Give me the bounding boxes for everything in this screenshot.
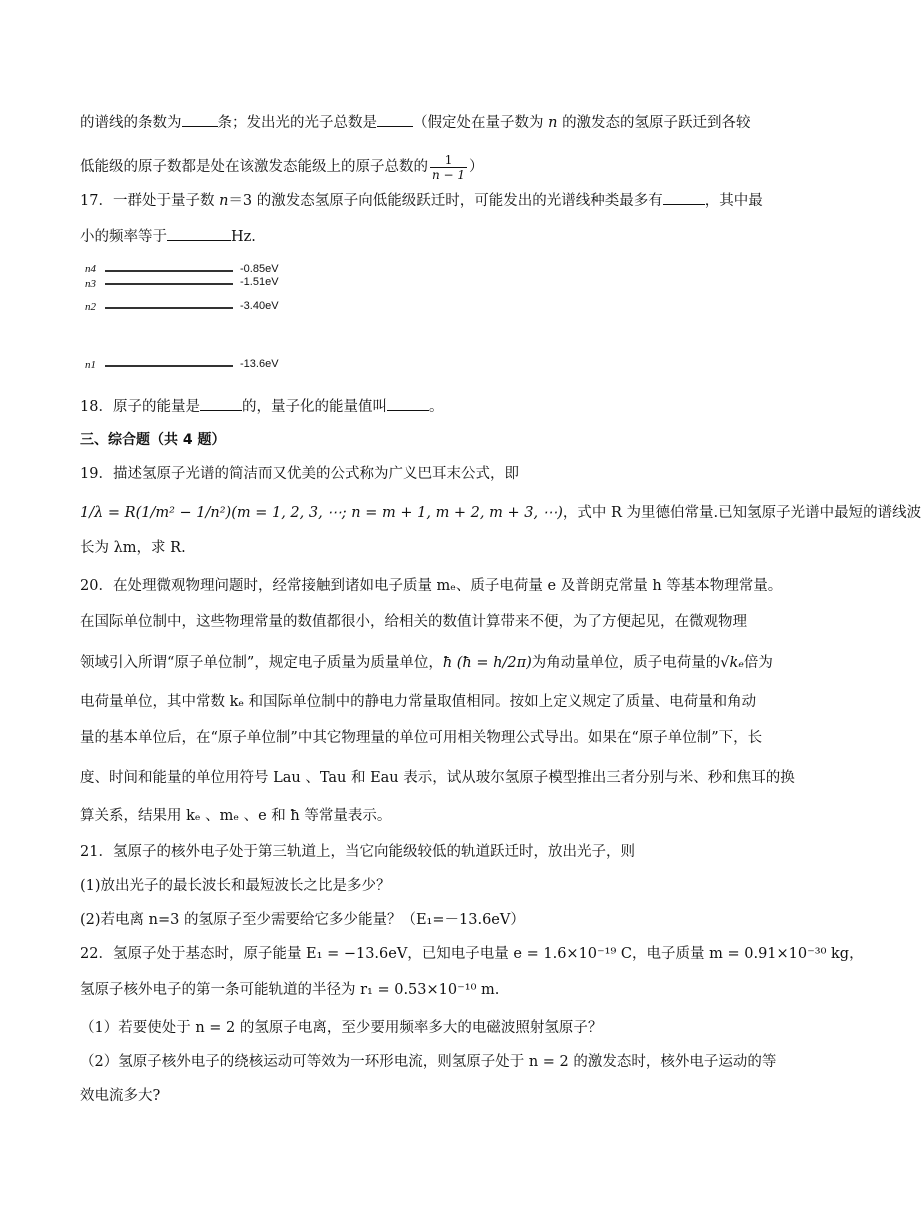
q16-text: 低能级的原子数都是处在该激发态能级上的原子总数的	[80, 159, 428, 175]
q22-line-5: 效电流多大?	[80, 1088, 161, 1104]
q18-text: 。	[428, 399, 444, 415]
q17-line-2	[80, 226, 800, 247]
q19-text: ，式中 R 为里德伯常量.已知氢原子光谱中最短的谱线波	[562, 505, 921, 521]
q18-line	[80, 396, 800, 417]
level-label-n1: n1	[85, 359, 96, 371]
q16-text: 的激发态的氢原子跃迁到各较	[562, 115, 751, 131]
answer-blank[interactable]	[200, 396, 242, 411]
q20-line-5: 量的基本单位后，在“原子单位制”中其它物理量的单位可用相关物理公式导出。如果在“原子单位制”下，长	[80, 730, 763, 746]
q17-text: ，其中最	[704, 193, 763, 209]
fraction-numerator: 1	[430, 153, 467, 168]
q20-text: 领域引入所谓“原子单位制”，规定电子质量为质量单位，	[80, 655, 443, 671]
q18-text: 18．原子的能量是	[80, 399, 200, 415]
answer-blank[interactable]	[663, 190, 705, 205]
q17-text: ＝3 的激发态氢原子向低能级跃迁时，可能发出的光谱线种类最多有	[228, 193, 663, 209]
q17-text: 17．一群处于量子数	[80, 193, 215, 209]
q17-text: 小的频率等于	[80, 229, 167, 245]
q16-text: 的谱线的条数为	[80, 115, 182, 131]
q16-text: （假定处在量子数为	[413, 115, 544, 131]
q18-text: 的，量子化的能量值叫	[241, 399, 387, 415]
answer-blank[interactable]	[182, 112, 218, 127]
answer-blank[interactable]	[167, 226, 231, 241]
answer-blank[interactable]	[377, 112, 413, 127]
fraction-denominator: n − 1	[432, 167, 466, 182]
sqrt-ke: √kₑ	[720, 655, 744, 671]
q19-line-2	[80, 498, 921, 528]
answer-blank[interactable]	[387, 396, 429, 411]
q16-line-2	[80, 150, 800, 184]
variable-n: n	[548, 115, 558, 131]
level-value-n3: -1.51eV	[240, 276, 279, 288]
level-value-n2: -3.40eV	[240, 300, 279, 312]
q20-line-2: 在国际单位制中，这些物理常量的数值都很小，给相关的数值计算带来不便，为了方便起见，在微观物理	[80, 614, 747, 630]
level-line-n3	[105, 283, 233, 285]
balmer-formula: 1/λ = R(1/m² − 1/n²)(m = 1, 2, 3, ⋯; n = m + 1, m + 2, m + 3, ⋯)	[80, 505, 563, 521]
q20-text: 为角动量单位，质子电荷量的	[531, 655, 721, 671]
level-line-n4	[105, 270, 233, 272]
q22-line-3: （1）若要使处于 n = 2 的氢原子电离，至少要用频率多大的电磁波照射氢原子？	[80, 1020, 603, 1036]
q22-line-4: （2）氢原子核外电子的绕核运动可等效为一环形电流，则氢原子处于 n = 2 的激发态时，核外电子运动的等	[80, 1054, 777, 1070]
hbar-definition: ħ (ħ = h/2π)	[442, 655, 532, 671]
q22-line-1: 22．氢原子处于基态时，原子能量 E₁ = −13.6eV，已知电子电量 e = 1.6×10⁻¹⁹ C，电子质量 m = 0.91×10⁻³⁰ kg，	[80, 946, 864, 962]
level-label-n3: n3	[85, 278, 96, 290]
level-label-n2: n2	[85, 301, 96, 313]
q20-line-4: 电荷量单位，其中常数 kₑ 和国际单位制中的静电力常量取值相同。按如上定义规定了质量、电荷量和角动	[80, 694, 757, 710]
q21-line-3: (2)若电离 n=3 的氢原子至少需要给它多少能量？（E₁=－13.6eV）	[80, 912, 525, 928]
q21-line-1: 21．氢原子的核外电子处于第三轨道上，当它向能级较低的轨道跃迁时，放出光子，则	[80, 844, 635, 860]
q16-text: ）	[469, 159, 484, 175]
level-value-n1: -13.6eV	[240, 358, 279, 370]
level-value-n4: -0.85eV	[240, 263, 279, 275]
q20-line-3	[80, 648, 800, 678]
q19-line-3: 长为 λm，求 R.	[80, 540, 186, 556]
level-line-n1	[105, 365, 233, 367]
level-line-n2	[105, 307, 233, 309]
q21-line-2: (1)放出光子的最长波长和最短波长之比是多少？	[80, 878, 391, 894]
variable-n: n	[219, 193, 229, 209]
q20-line-6: 度、时间和能量的单位用符号 Lau 、Tau 和 Eau 表示，试从玻尔氢原子模型推出三者分别与米、秒和焦耳的换	[80, 770, 795, 786]
q20-line-7: 算关系，结果用 kₑ 、mₑ 、e 和 ħ 等常量表示。	[80, 808, 392, 824]
q20-line-1: 20．在处理微观物理问题时，经常接触到诸如电子质量 mₑ、质子电荷量 e 及普朗克常量 h 等基本物理常量。	[80, 578, 783, 594]
energy-level-diagram	[85, 258, 305, 378]
q19-line-1: 19．描述氢原子光谱的简洁而又优美的公式称为广义巴耳末公式，即	[80, 466, 519, 482]
q22-line-2: 氢原子核外电子的第一条可能轨道的半径为 r₁ = 0.53×10⁻¹⁰ m.	[80, 982, 500, 998]
level-label-n4: n4	[85, 263, 96, 275]
q20-text: 倍为	[743, 655, 773, 671]
section-heading: 三、综合题（共 4 题）	[80, 432, 226, 448]
q16-line-1	[80, 112, 800, 133]
q17-text: Hz.	[231, 229, 256, 245]
q17-line-1	[80, 190, 800, 211]
q16-text: 条；发出光的光子总数是	[217, 115, 377, 131]
fraction	[430, 153, 467, 182]
